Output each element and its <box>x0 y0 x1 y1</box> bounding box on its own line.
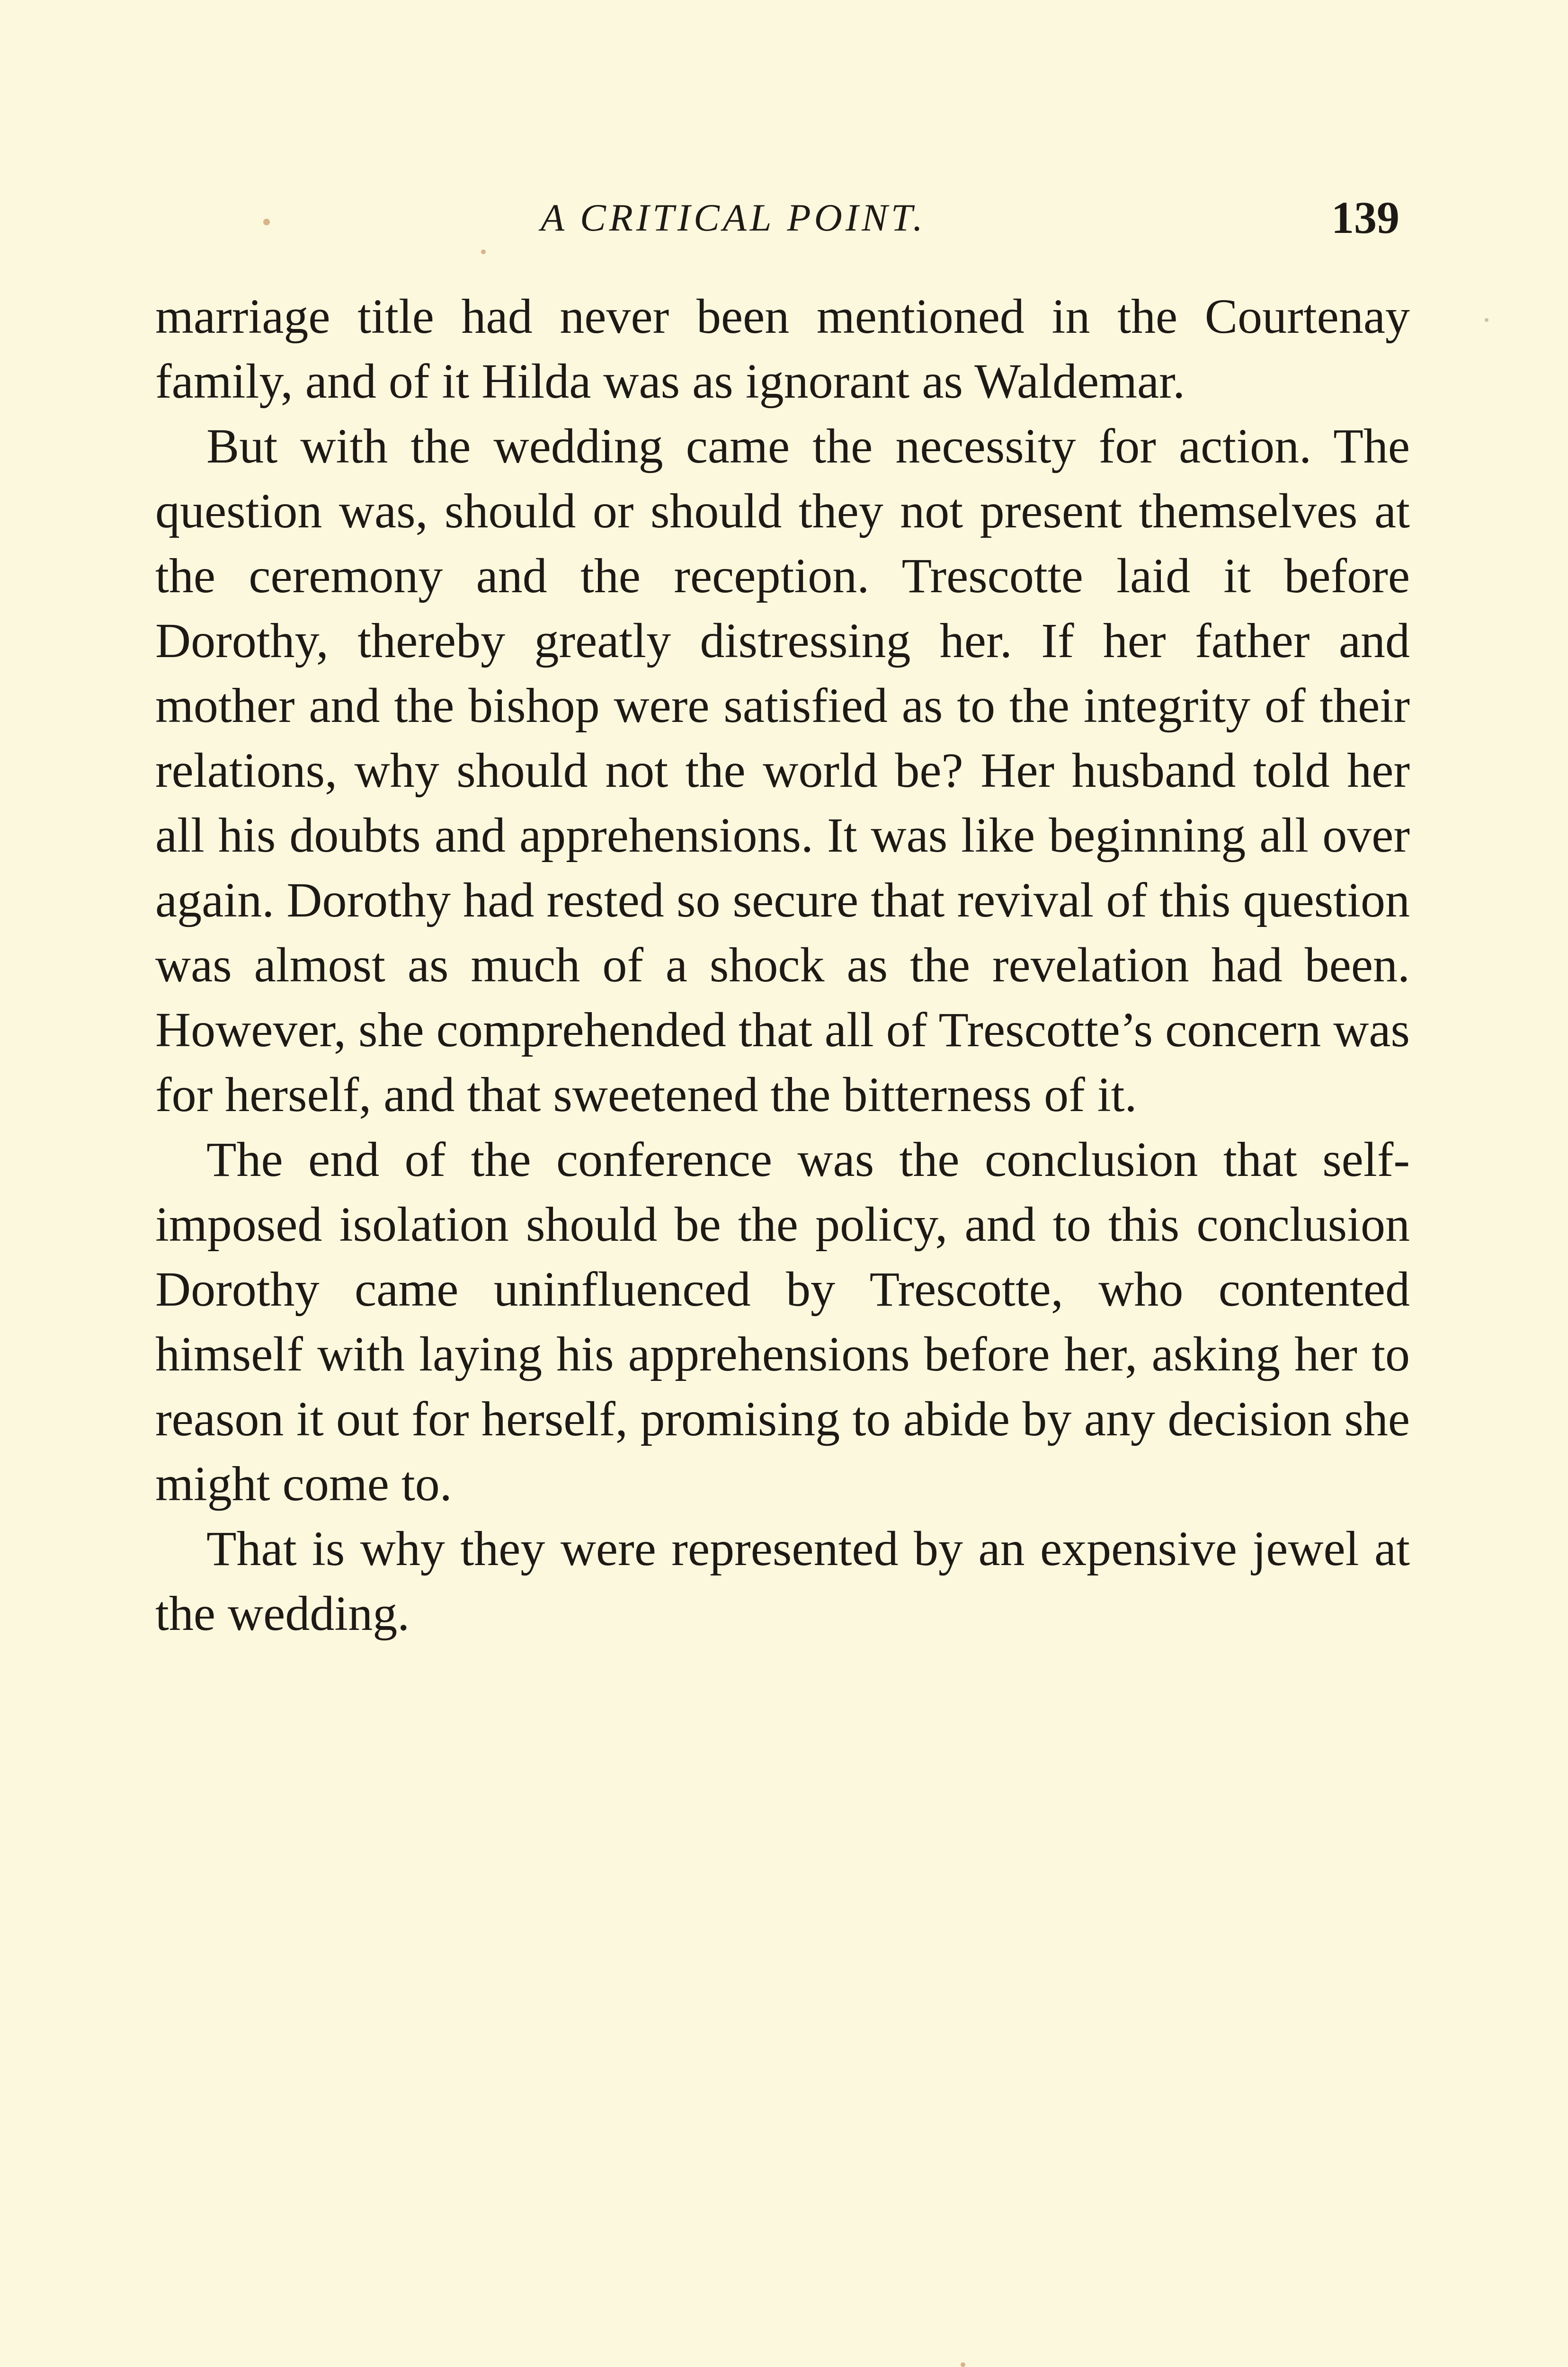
page-number: 139 <box>1331 192 1399 243</box>
running-title: A CRITICAL POINT. <box>541 196 926 239</box>
paper-speck <box>481 249 486 254</box>
body-text <box>155 284 1410 1646</box>
paragraph-2: But with the wedding came the necessity for action. The question was, should or should they not present themselves at the ceremony and the reception. Trescotte laid it before Dorothy, thereby greatly distressing her. If her father and mother and the bishop were satisfied as to the integrity of their relations, why should not the world be? Her husband told her all his doubts and apprehensions. It was like beginning all over again. Dorothy had rested so secure that revival of this question was almost as much of a shock as the revelation had been. However, she comprehended that all of Trescotte’s concern was for herself, and that sweetened the bitterness of it. <box>155 419 1410 1122</box>
running-head <box>473 194 1420 251</box>
paragraph-4: That is why they were represented by an expensive jewel at the wedding. <box>155 1522 1410 1641</box>
paper-speck <box>1485 318 1488 322</box>
paper-speck <box>961 2362 965 2367</box>
paragraph-3: The end of the conference was the conclusion that self-imposed isolation should be the policy, and to this conclusion Dorothy came uninfluenced by Trescotte, who contented himself with laying his apprehensions before her, asking her to reason it out for herself, promising to abide by any decision she might come to. <box>155 1132 1410 1511</box>
paper-speck <box>263 219 270 225</box>
paragraph-1: marriage title had never been mentioned in the Courtenay family, and of it Hilda was as ignorant as Waldemar. <box>155 289 1410 409</box>
